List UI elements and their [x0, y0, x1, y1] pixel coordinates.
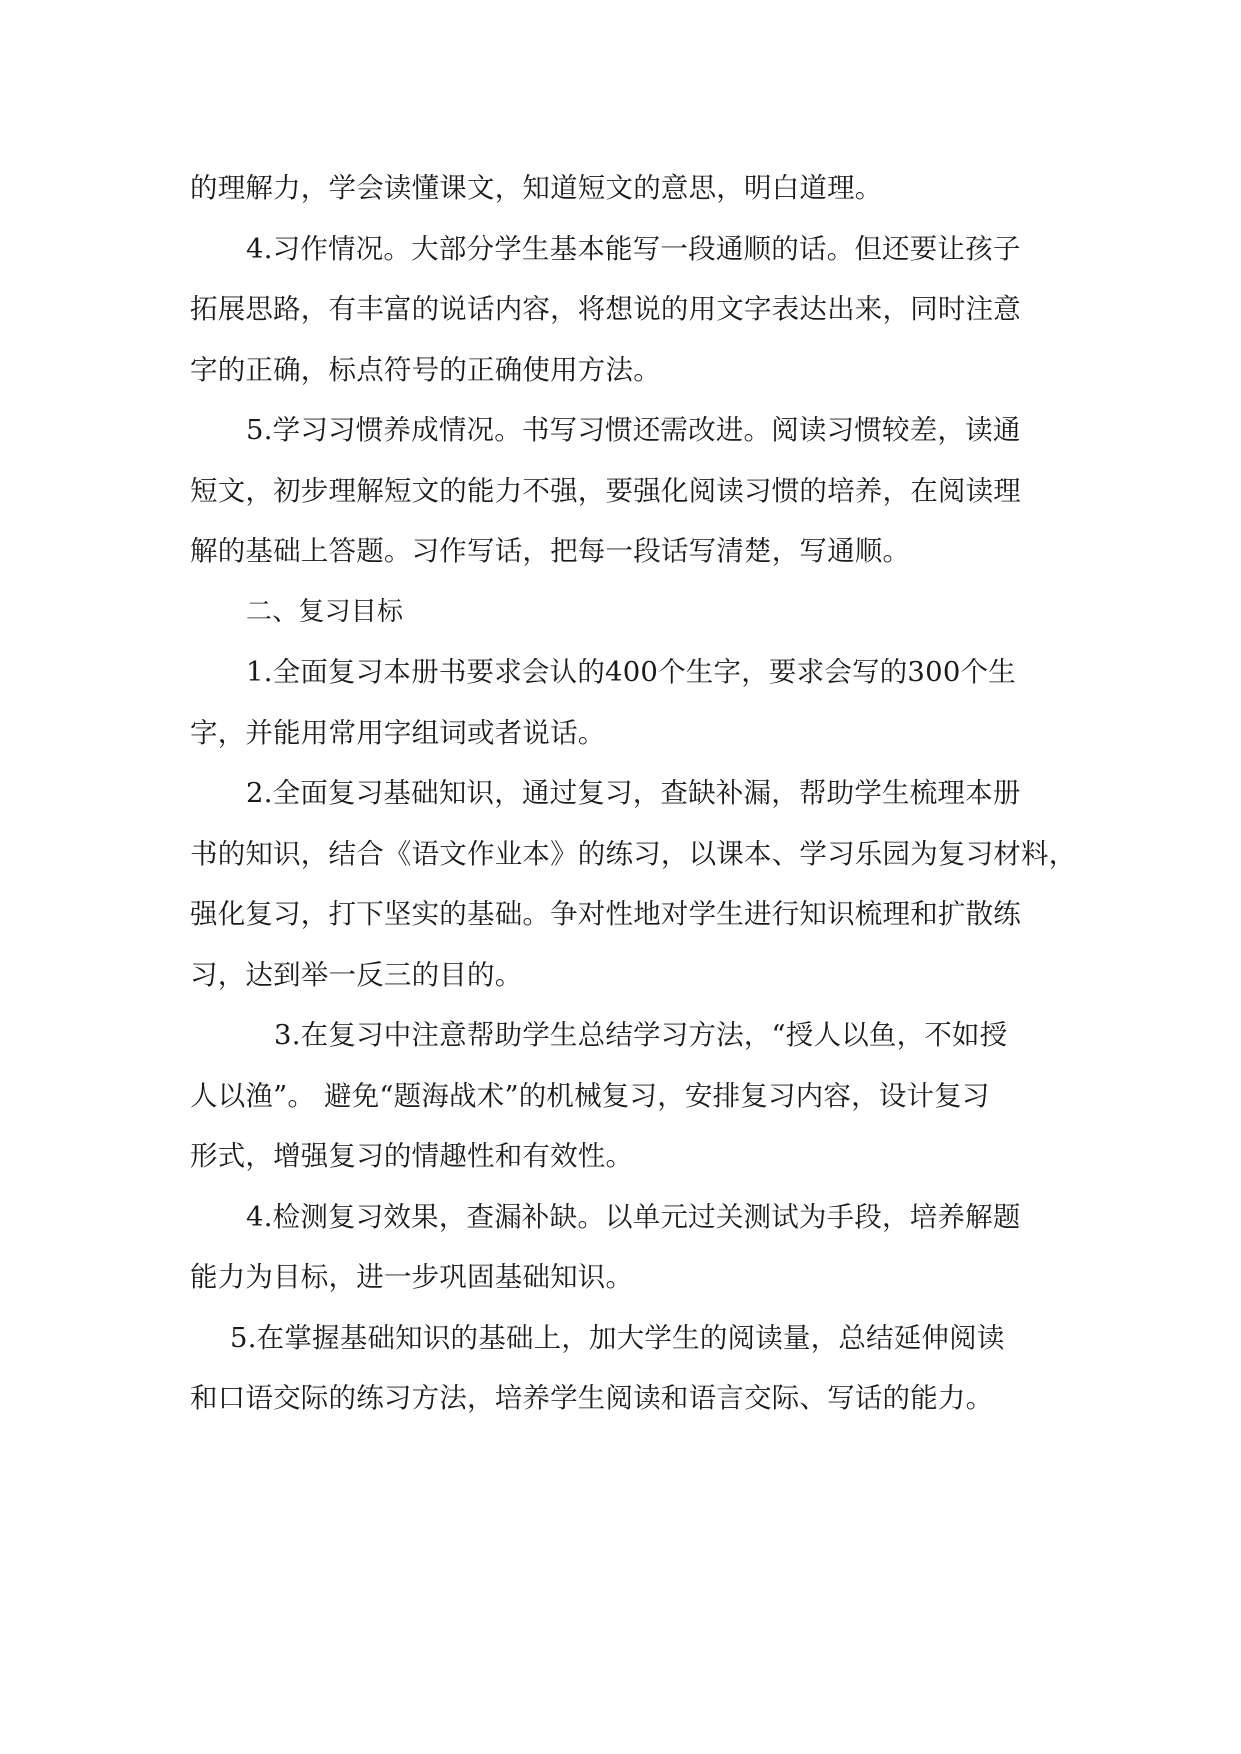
text-line: 书的知识，结合《语文作业本》的练习，以课本、学习乐园为复习材料， — [190, 837, 1077, 870]
text-line: 字的正确，标点符号的正确使用方法。 — [190, 353, 661, 386]
section-heading: 二、复习目标 — [246, 596, 404, 627]
text-line: 5.学习习惯养成情况。书写习惯还需改进。阅读习惯较差，读通 — [246, 414, 1021, 446]
text-line: 1.全面复习本册书要求会认的400个生字，要求会写的300个生 — [246, 656, 1016, 688]
text-line: 习，达到举一反三的目的。 — [190, 958, 523, 991]
text-line: 和口语交际的练习方法，培养学生阅读和语言交际、写话的能力。 — [190, 1382, 994, 1414]
text-line: 字，并能用常用字组词或者说话。 — [190, 716, 606, 749]
text-line: 人以渔”。 避免“题海战术”的机械复习，安排复习内容，设计复习 — [190, 1079, 990, 1112]
text-line: 短文，初步理解短文的能力不强，要强化阅读习惯的培养，在阅读理 — [190, 474, 1021, 507]
text-line: 5.在掌握基础知识的基础上，加大学生的阅读量，总结延伸阅读 — [230, 1321, 1005, 1354]
text-line: 3.在复习中注意帮助学生总结学习方法，“授人以鱼，不如授 — [274, 1019, 1008, 1051]
text-line: 能力为目标，进一步巩固基础知识。 — [190, 1261, 634, 1293]
body-text — [190, 158, 1077, 1429]
text-line: 强化复习，打下坚实的基础。争对性地对学生进行知识梳理和扩散练 — [190, 898, 1021, 930]
text-line: 4.检测复习效果，查漏补缺。以单元过关测试为手段，培养解题 — [246, 1200, 1021, 1233]
text-line: 解的基础上答题。习作写话，把每一段话写清楚，写通顺。 — [190, 535, 911, 567]
text-line: 4.习作情况。大部分学生基本能写一段通顺的话。但还要让孩子 — [246, 232, 1021, 265]
text-line: 2.全面复习基础知识，通过复习，查缺补漏，帮助学生梳理本册 — [246, 777, 1021, 809]
text-line: 形式，增强复习的情趣性和有效性。 — [190, 1140, 634, 1172]
text-line: 的理解力，学会读懂课文，知道短文的意思，明白道理。 — [190, 172, 883, 204]
text-line: 拓展思路，有丰富的说话内容，将想说的用文字表达出来，同时注意 — [190, 293, 1021, 325]
